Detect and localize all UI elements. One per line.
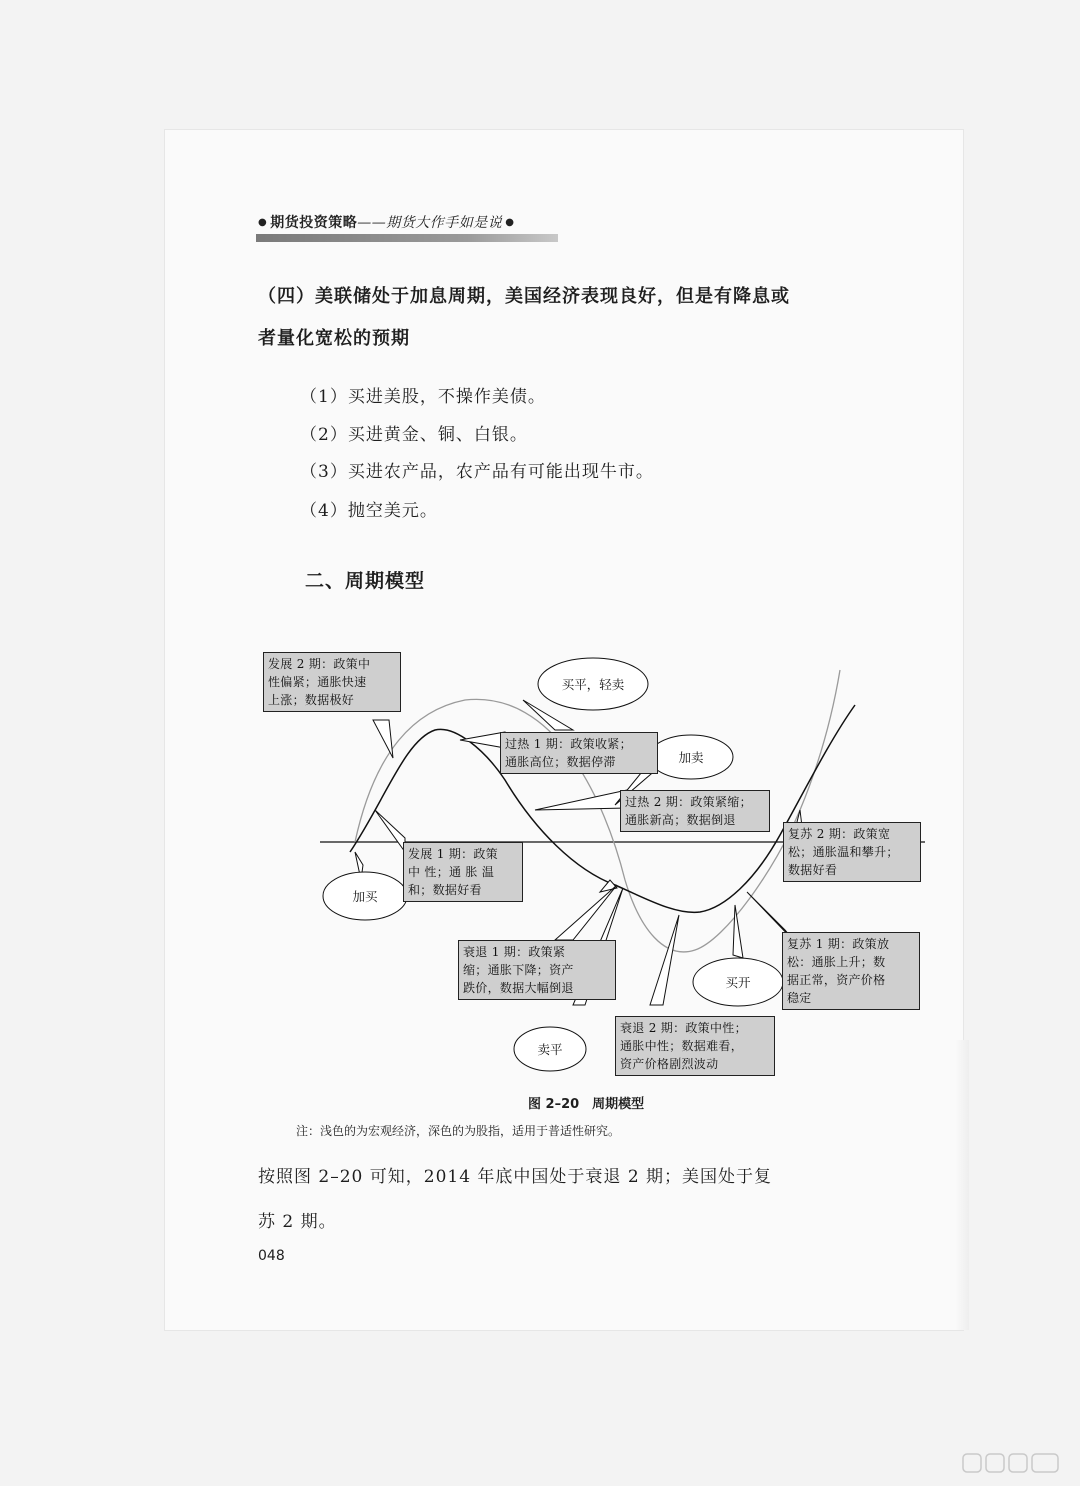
- oval-label: 卖平: [537, 1042, 563, 1057]
- bullet-icon: ●: [505, 217, 515, 228]
- book-subtitle: ——期货大作手如是说: [357, 215, 503, 231]
- pointer: [600, 880, 617, 892]
- list-item: （2）买进黄金、铜、白银。: [300, 425, 528, 445]
- watermark-logo: [962, 1452, 1062, 1474]
- figure-caption: 图 2–20 周期模型: [528, 1097, 645, 1112]
- oval-label: 加卖: [678, 750, 704, 765]
- conclusion-line2: 苏 2 期。: [258, 1212, 337, 1232]
- box-recovery-2: 复苏 2 期：政策宽 松；通胀温和攀升； 数据好看: [783, 822, 921, 882]
- conclusion-line1: 按照图 2–20 可知，2014 年底中国处于衰退 2 期；美国处于复: [258, 1167, 773, 1187]
- pointer: [650, 915, 679, 1005]
- pointer: [535, 790, 627, 810]
- pointer: [373, 720, 393, 758]
- book-title: 期货投资策略: [270, 215, 358, 231]
- box-overheat-1: 过热 1 期：政策收紧； 通胀高位；数据停滞: [500, 732, 658, 774]
- figure-note: 注：浅色的为宏观经济，深色的为股指，适用于普适性研究。: [296, 1124, 621, 1138]
- box-development-1: 发展 1 期：政策 中 性；通 胀 温 和；数据好看: [403, 842, 523, 902]
- section-title-line2: 者量化宽松的预期: [258, 328, 410, 349]
- list-item: （3）买进农产品，农产品有可能出现牛市。: [300, 462, 654, 482]
- box-recession-2: 衰退 2 期：政策中性； 通胀中性；数据难看， 资产价格剧烈波动: [615, 1016, 775, 1076]
- pointer: [375, 810, 405, 852]
- header-rule: [256, 234, 558, 242]
- pointer: [460, 732, 505, 748]
- list-item: （1）买进美股，不操作美债。: [300, 387, 546, 407]
- oval-label: 买开: [725, 975, 751, 990]
- list-item: （4）抛空美元。: [300, 501, 438, 521]
- box-overheat-2: 过热 2 期：政策紧缩； 通胀新高；数据倒退: [620, 790, 770, 832]
- cycle-model-diagram: [255, 630, 935, 1090]
- box-development-2: 发展 2 期：政策中 性偏紧；通胀快速 上涨；数据极好: [263, 652, 401, 712]
- bullet-icon: ●: [258, 217, 268, 228]
- page-number: 048: [258, 1248, 285, 1264]
- section-title-line1: （四）美联储处于加息周期，美国经济表现良好，但是有降息或: [258, 286, 790, 307]
- section-heading: 二、周期模型: [305, 570, 426, 592]
- torn-edge: [955, 1040, 969, 1330]
- oval-label: 买平，轻卖: [561, 677, 625, 692]
- box-recovery-1: 复苏 1 期：政策放 松：通胀上升；数 据正常，资产价格 稳定: [782, 932, 920, 1010]
- oval-label: 加买: [352, 889, 378, 904]
- box-recession-1: 衰退 1 期：政策紧 缩；通胀下降；资产 跌价，数据大幅倒退: [458, 940, 616, 1000]
